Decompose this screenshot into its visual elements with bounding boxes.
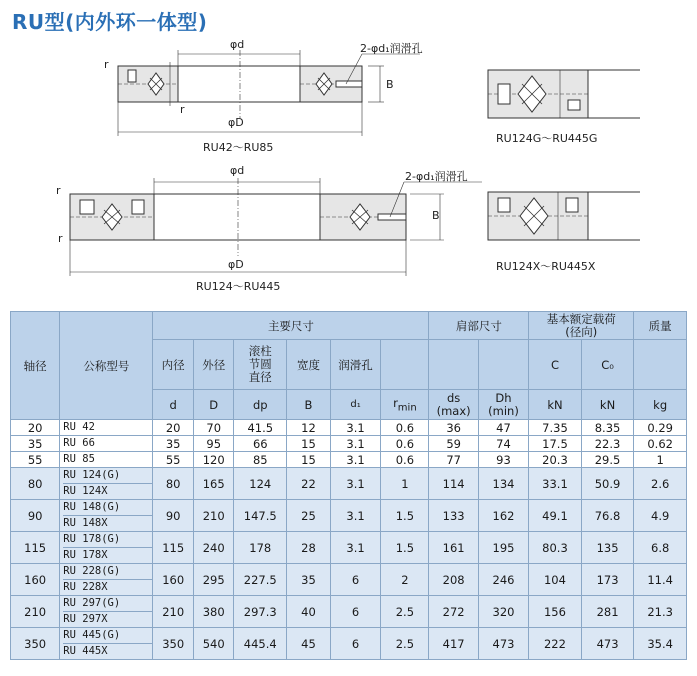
- cell-ds: 417: [429, 628, 478, 660]
- cell-d: 210: [153, 596, 194, 628]
- cell-kg: 0.62: [634, 436, 687, 452]
- cell-shaft: 90: [11, 500, 60, 532]
- label-phi-D-2: φD: [228, 258, 244, 271]
- cell-shaft: 115: [11, 532, 60, 564]
- cell-kg: 35.4: [634, 628, 687, 660]
- unit-rmin-r: r: [393, 395, 398, 410]
- cell-kg: 11.4: [634, 564, 687, 596]
- label-phi-D-1: φD: [228, 116, 244, 129]
- unit-Dh-2: (min): [488, 403, 519, 418]
- cell-dh: 162: [478, 500, 528, 532]
- cell-d: 210: [193, 500, 234, 532]
- drawing-ru42-ru85: [118, 50, 420, 136]
- drawing-ru124x-ru445x: [488, 192, 640, 240]
- unit-dp: dp: [234, 390, 287, 420]
- cell-d: 165: [193, 468, 234, 500]
- cell-d1: 3.1: [330, 452, 380, 468]
- label-r-1a: r: [104, 58, 109, 71]
- cell-b: 22: [287, 468, 331, 500]
- header-C: C: [529, 340, 582, 390]
- cell-b: 28: [287, 532, 331, 564]
- unit-kN-1: kN: [529, 390, 582, 420]
- cell-r: 0.6: [381, 420, 429, 436]
- caption-ru124x-ru445x: RU124X～RU445X: [496, 260, 596, 273]
- cell-r: 1.5: [381, 500, 429, 532]
- label-B-2: B: [432, 209, 440, 222]
- cell-r: 2.5: [381, 628, 429, 660]
- cell-shaft: 80: [11, 468, 60, 500]
- drawing-ru124g-ru445g: [488, 70, 640, 118]
- cell-d: 540: [193, 628, 234, 660]
- cell-d: 35: [153, 436, 194, 452]
- model-name: RU 148(G): [63, 501, 121, 513]
- cell-c0: 173: [581, 564, 634, 596]
- cell-dp: 445.4: [234, 628, 287, 660]
- table-row: [11, 532, 687, 564]
- cell-d1: 3.1: [330, 468, 380, 500]
- cell-c0: 76.8: [581, 500, 634, 532]
- cell-kg: 1: [634, 452, 687, 468]
- cell-d: 295: [193, 564, 234, 596]
- cell-c: 80.3: [529, 532, 582, 564]
- unit-D: D: [193, 390, 234, 420]
- label-hole-1: 2-φd₁润滑孔: [360, 42, 423, 55]
- header-dh-blank: [478, 340, 528, 390]
- cell-shaft: 160: [11, 564, 60, 596]
- cell-dp: 227.5: [234, 564, 287, 596]
- cell-dh: 473: [478, 628, 528, 660]
- cell-d: 240: [193, 532, 234, 564]
- page-title: RU型(内外环一体型): [12, 10, 208, 34]
- cell-c: 104: [529, 564, 582, 596]
- cell-r: 2: [381, 564, 429, 596]
- header-roller: [234, 340, 287, 390]
- cell-c0: 8.35: [581, 420, 634, 436]
- table-row: [11, 628, 687, 660]
- unit-Dh: [478, 390, 528, 420]
- cell-d: 350: [153, 628, 194, 660]
- header-roller-3: 直径: [248, 370, 272, 384]
- model-name: RU 178(G): [63, 533, 121, 545]
- label-hole-2: 2-φd₁润滑孔: [405, 170, 468, 183]
- model-name: RU 148X: [63, 515, 152, 531]
- label-r-2a: r: [56, 184, 61, 197]
- model-name: RU 445(G): [63, 629, 121, 641]
- cell-model: [60, 628, 153, 660]
- cell-kg: 2.6: [634, 468, 687, 500]
- cell-d: 90: [153, 500, 194, 532]
- cell-d: 70: [193, 420, 234, 436]
- header-C0: C₀: [581, 340, 634, 390]
- cell-ds: 36: [429, 420, 478, 436]
- cell-c0: 22.3: [581, 436, 634, 452]
- drawing-ru124-ru445: [70, 178, 482, 276]
- cell-b: 25: [287, 500, 331, 532]
- cell-r: 1.5: [381, 532, 429, 564]
- unit-d: d: [153, 390, 194, 420]
- cell-model: [60, 532, 153, 564]
- cell-d: 55: [153, 452, 194, 468]
- cell-model: [60, 564, 153, 596]
- cell-ds: 272: [429, 596, 478, 628]
- cell-dp: 41.5: [234, 420, 287, 436]
- cell-d: 120: [193, 452, 234, 468]
- cell-shaft: 20: [11, 420, 60, 436]
- header-load: [529, 312, 634, 340]
- label-B-1: B: [386, 78, 394, 91]
- cell-dh: 320: [478, 596, 528, 628]
- header-outer: 外径: [193, 340, 234, 390]
- table-row: [11, 452, 687, 468]
- unit-rmin: [381, 390, 429, 420]
- header-lube: 润滑孔: [330, 340, 380, 390]
- cell-dp: 124: [234, 468, 287, 500]
- caption-ru124g-ru445g: RU124G～RU445G: [496, 132, 598, 145]
- unit-ds-1: ds: [446, 390, 461, 405]
- cell-ds: 77: [429, 452, 478, 468]
- model-name: RU 445X: [63, 643, 152, 659]
- cell-c0: 135: [581, 532, 634, 564]
- caption-ru42-ru85: RU42～RU85: [203, 141, 274, 154]
- cell-c0: 50.9: [581, 468, 634, 500]
- cell-model: [60, 596, 153, 628]
- header-roller-2: 节圆: [248, 357, 272, 371]
- table-row: [11, 596, 687, 628]
- label-r-1b: r: [180, 103, 185, 116]
- table-row: [11, 564, 687, 596]
- cell-b: 35: [287, 564, 331, 596]
- cell-ds: 59: [429, 436, 478, 452]
- table-row: [11, 436, 687, 452]
- header-shaft: 轴径: [11, 312, 60, 420]
- cell-d: 80: [153, 468, 194, 500]
- header-width: 宽度: [287, 340, 331, 390]
- cell-c: 17.5: [529, 436, 582, 452]
- cell-b: 15: [287, 452, 331, 468]
- cell-dh: 246: [478, 564, 528, 596]
- cell-dh: 134: [478, 468, 528, 500]
- model-name: RU 297(G): [63, 597, 121, 609]
- header-main-dims: 主要尺寸: [153, 312, 429, 340]
- cell-kg: 0.29: [634, 420, 687, 436]
- cell-b: 40: [287, 596, 331, 628]
- header-load-main: 基本额定载荷: [546, 311, 616, 326]
- cell-model: [60, 500, 153, 532]
- cell-c: 156: [529, 596, 582, 628]
- header-model: 公称型号: [60, 312, 153, 420]
- unit-Dh-1: Dh: [495, 390, 512, 405]
- cell-ds: 114: [429, 468, 478, 500]
- cell-shaft: 55: [11, 452, 60, 468]
- cell-d: 95: [193, 436, 234, 452]
- model-name: RU 228(G): [63, 565, 121, 577]
- header-roller-1: 滚柱: [248, 344, 272, 358]
- cell-ds: 161: [429, 532, 478, 564]
- cell-d1: 6: [330, 564, 380, 596]
- cell-dh: 47: [478, 420, 528, 436]
- unit-kN-2: kN: [581, 390, 634, 420]
- cell-dp: 178: [234, 532, 287, 564]
- cell-shaft: 350: [11, 628, 60, 660]
- table-row: [11, 420, 687, 436]
- cell-b: 15: [287, 436, 331, 452]
- cell-kg: 6.8: [634, 532, 687, 564]
- header-mass: 质量: [634, 312, 687, 340]
- cell-r: 1: [381, 468, 429, 500]
- cell-c: 7.35: [529, 420, 582, 436]
- cell-d: 160: [153, 564, 194, 596]
- cell-model: [60, 420, 153, 436]
- label-phi-d-1: φd: [230, 38, 245, 51]
- cell-d1: 3.1: [330, 500, 380, 532]
- cell-d: 20: [153, 420, 194, 436]
- header-ds-blank: [429, 340, 478, 390]
- cell-r: 0.6: [381, 452, 429, 468]
- cell-d1: 3.1: [330, 436, 380, 452]
- model-name: RU 178X: [63, 547, 152, 563]
- model-name: RU 42: [63, 421, 95, 433]
- cell-c: 49.1: [529, 500, 582, 532]
- model-name: RU 228X: [63, 579, 152, 595]
- unit-B: B: [287, 390, 331, 420]
- header-mass-blank: [634, 340, 687, 390]
- unit-kg: kg: [634, 390, 687, 420]
- model-name: RU 124X: [63, 483, 152, 499]
- cell-d1: 3.1: [330, 532, 380, 564]
- table-row: [11, 468, 687, 500]
- cell-b: 12: [287, 420, 331, 436]
- spec-table: [10, 311, 687, 660]
- cell-ds: 208: [429, 564, 478, 596]
- cell-ds: 133: [429, 500, 478, 532]
- caption-ru124-ru445: RU124～RU445: [196, 280, 281, 293]
- label-phi-d-2: φd: [230, 164, 245, 177]
- header-shoulder: 肩部尺寸: [429, 312, 529, 340]
- cell-model: [60, 468, 153, 500]
- cell-kg: 21.3: [634, 596, 687, 628]
- header-rmin-blank: [381, 340, 429, 390]
- cell-c0: 281: [581, 596, 634, 628]
- cell-c: 33.1: [529, 468, 582, 500]
- header-inner: 内径: [153, 340, 194, 390]
- cell-dp: 297.3: [234, 596, 287, 628]
- cell-dh: 93: [478, 452, 528, 468]
- model-name: RU 297X: [63, 611, 152, 627]
- cell-b: 45: [287, 628, 331, 660]
- cell-d: 380: [193, 596, 234, 628]
- unit-ds-2: (max): [436, 403, 471, 418]
- cell-dh: 195: [478, 532, 528, 564]
- cell-kg: 4.9: [634, 500, 687, 532]
- cell-d1: 3.1: [330, 420, 380, 436]
- cell-dp: 66: [234, 436, 287, 452]
- unit-d1: d₁: [330, 390, 380, 420]
- cell-shaft: 35: [11, 436, 60, 452]
- table-row: [11, 500, 687, 532]
- cell-d1: 6: [330, 596, 380, 628]
- cell-model: [60, 452, 153, 468]
- model-name: RU 124(G): [63, 469, 121, 481]
- model-name: RU 66: [63, 437, 95, 449]
- cell-dp: 147.5: [234, 500, 287, 532]
- cell-shaft: 210: [11, 596, 60, 628]
- unit-ds: [429, 390, 478, 420]
- cell-c0: 29.5: [581, 452, 634, 468]
- header-load-sub: (径向): [565, 324, 598, 339]
- cell-c0: 473: [581, 628, 634, 660]
- cell-d1: 6: [330, 628, 380, 660]
- label-r-2b: r: [58, 232, 63, 245]
- cell-c: 222: [529, 628, 582, 660]
- unit-rmin-sub: min: [397, 402, 417, 414]
- cell-r: 2.5: [381, 596, 429, 628]
- cell-dp: 85: [234, 452, 287, 468]
- model-name: RU 85: [63, 453, 95, 465]
- spec-table-body: [11, 420, 687, 660]
- cell-c: 20.3: [529, 452, 582, 468]
- cell-d: 115: [153, 532, 194, 564]
- cell-r: 0.6: [381, 436, 429, 452]
- cell-dh: 74: [478, 436, 528, 452]
- cell-model: [60, 436, 153, 452]
